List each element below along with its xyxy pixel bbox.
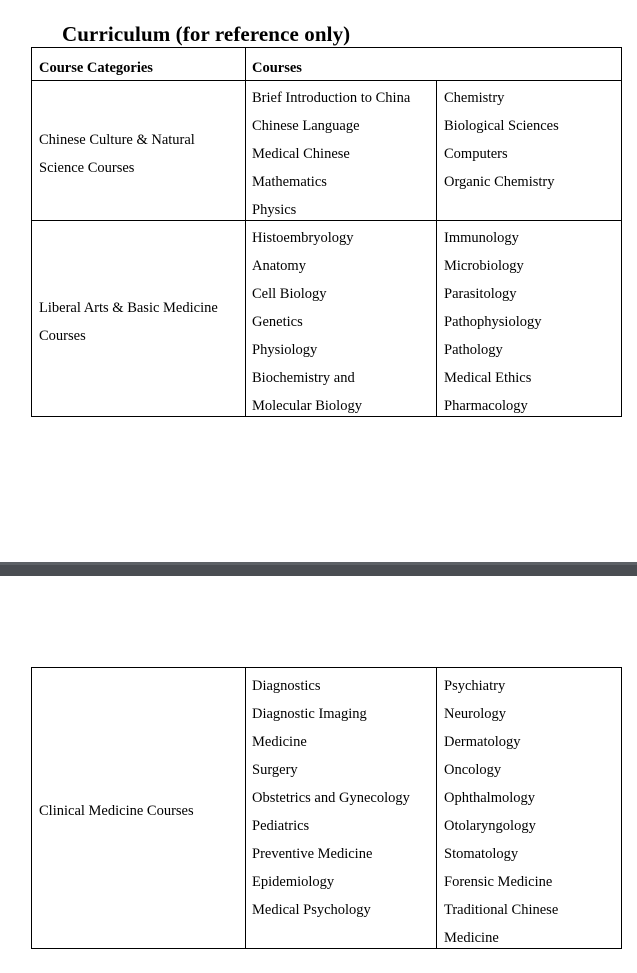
course-item: Microbiology: [444, 258, 524, 274]
header-course-categories: Course Categories: [39, 60, 153, 76]
category-label: Liberal Arts & Basic Medicine: [39, 300, 218, 316]
course-item: Chemistry: [444, 90, 505, 106]
course-item: Epidemiology: [252, 874, 335, 890]
page-break-highlight: [0, 562, 637, 565]
category-label-continued: Science Courses: [39, 160, 135, 176]
course-item: Diagnostic Imaging: [252, 706, 367, 722]
course-item: Parasitology: [444, 286, 517, 302]
courses-column-divider: [436, 667, 437, 949]
course-item: Anatomy: [252, 258, 306, 274]
course-list-right: [444, 229, 541, 425]
course-item: Psychiatry: [444, 678, 506, 694]
course-item: Physiology: [252, 342, 318, 358]
course-item: Dermatology: [444, 734, 521, 750]
course-list-left: [252, 677, 410, 929]
course-item: Immunology: [444, 230, 519, 246]
course-item: Physics: [252, 202, 297, 218]
course-item: Medical Ethics: [444, 370, 532, 386]
course-item: Surgery: [252, 762, 298, 778]
header-courses: Courses: [252, 60, 302, 76]
category-label-continued: Courses: [39, 328, 86, 344]
course-item: Forensic Medicine: [444, 874, 553, 890]
course-item: Pediatrics: [252, 818, 310, 834]
course-item: Cell Biology: [252, 286, 327, 302]
course-item: Organic Chemistry: [444, 174, 555, 190]
course-item: Mathematics: [252, 174, 327, 190]
course-item: Medical Chinese: [252, 146, 350, 162]
courses-column-divider: [436, 80, 437, 417]
category-column-divider: [245, 47, 246, 417]
course-item: Chinese Language: [252, 118, 360, 134]
course-item: Obstetrics and Gynecology: [252, 790, 410, 806]
course-item: Biological Sciences: [444, 118, 559, 134]
course-item: Brief Introduction to China: [252, 90, 411, 106]
category-column-divider: [245, 667, 246, 949]
course-list-right: [444, 89, 559, 201]
course-item: Ophthalmology: [444, 790, 536, 806]
course-item: Traditional Chinese: [444, 902, 559, 918]
course-item: Preventive Medicine: [252, 846, 373, 862]
course-item: Pharmacology: [444, 398, 528, 414]
course-item: Medicine: [252, 734, 307, 750]
course-list-left: [252, 89, 410, 229]
course-item: Oncology: [444, 762, 502, 778]
header-divider: [31, 80, 622, 81]
course-item: Medical Psychology: [252, 902, 371, 918]
course-item: Pathology: [444, 342, 503, 358]
category-label: Chinese Culture & Natural: [39, 132, 195, 148]
course-item: Diagnostics: [252, 678, 321, 694]
course-item: Molecular Biology: [252, 398, 362, 414]
course-item: Medicine: [444, 930, 499, 946]
course-item: Neurology: [444, 706, 507, 722]
course-list-left: [252, 229, 362, 425]
course-item: Pathophysiology: [444, 314, 542, 330]
course-item: Biochemistry and: [252, 370, 355, 386]
course-item: Computers: [444, 146, 508, 162]
category-label: Clinical Medicine Courses: [39, 803, 194, 819]
course-item: Stomatology: [444, 846, 519, 862]
course-item: Histoembryology: [252, 230, 354, 246]
course-item: Otolaryngology: [444, 818, 536, 834]
page-title: Curriculum (for reference only): [62, 22, 351, 46]
course-item: Genetics: [252, 314, 303, 330]
course-list-right: [444, 677, 558, 957]
